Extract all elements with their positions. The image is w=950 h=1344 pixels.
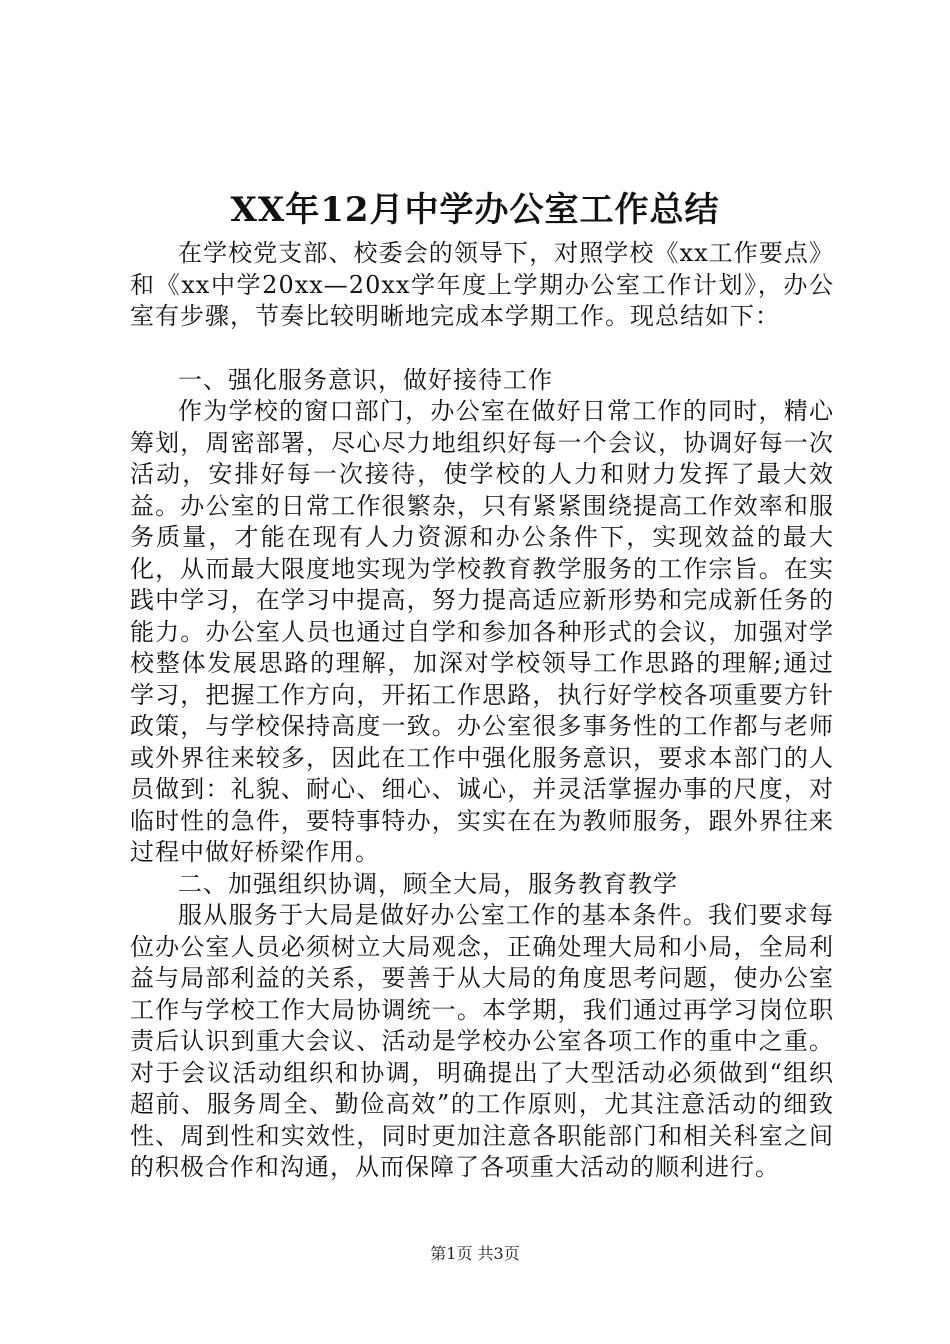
intro-paragraph: 在学校党支部、校委会的领导下，对照学校《xx工作要点》和《xx中学20xx—20xx学年度上学期办公室工作计划》，办公室有步骤，节奏比较明晰地完成本学期工作。现总结如下： [130,239,834,330]
page-number: 第1页 共3页 [430,1244,520,1263]
section-1-paragraph: 作为学校的窗口部门，办公室在做好日常工作的同时，精心筹划，周密部署，尽心尽力地组织好每一个会议，协调好每一次活动，安排好每一次接待，使学校的人力和财力发挥了最大效益。办公室的日常工作很繁杂，只有紧紧围绕提高工作效率和服务质量，才能在现有人力资源和办公条件下，实现效益的最大化，从而最大限度地实现为学校教育教学服务的工作宗旨。在实践中学习，在学习中提高，努力提高适应新形势和完成新任务的能力。办公室人员也通过自学和参加各种形式的会议，加强对学校整体发展思路的理解，加深对学校领导工作思路的理解;通过学习，把握工作方向，开拓工作思路，执行好学校各项重要方针政策，与学校保持高度一致。办公室很多事务性的工作都与老师或外界往来较多，因此在工作中强化服务意识，要求本部门的人员做到：礼貌、耐心、细心、诚心，并灵活掌握办事的尺度，对临时性的急件，要特事特办，实实在在为教师服务，跟外界往来过程中做好桥梁作用。 [130,397,834,866]
document-body [130,238,834,1184]
document-title: XX年12月中学办公室工作总结 [230,190,720,230]
section-2-heading: 二、加强组织协调，顾全大局，服务教育教学 [178,869,678,898]
section-1-heading: 一、强化服务意识，做好接待工作 [178,365,553,394]
paragraph-gap [130,333,834,365]
section-2-paragraph: 服从服务于大局是做好办公室工作的基本条件。我们要求每位办公室人员必须树立大局观念，正确处理大局和小局，全局利益与局部利益的关系，要善于从大局的角度思考问题，使办公室工作与学校工作大局协调统一。本学期，我们通过再学习岗位职责后认识到重大会议、活动是学校办公室各项工作的重中之重。对于会议活动组织和协调，明确提出了大型活动必须做到“组织超前、服务周全、勤俭高效”的工作原则，尤其注意活动的细致性、周到性和实效性，同时更加注意各职能部门和相关科室之间的积极合作和沟通，从而保障了各项重大活动的顺利进行。 [130,901,834,1181]
